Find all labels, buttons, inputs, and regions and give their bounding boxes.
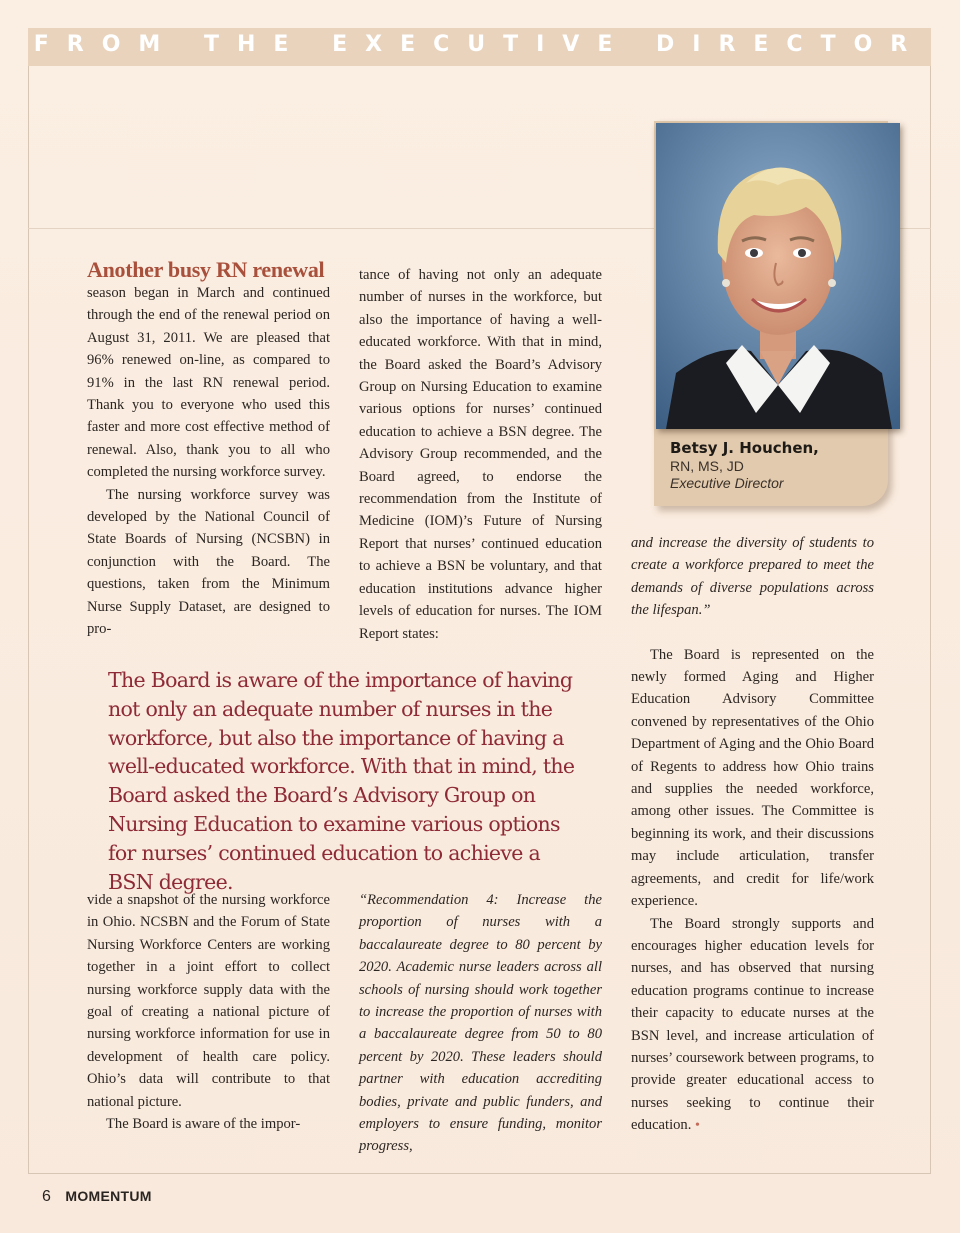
column-2-bottom bbox=[359, 889, 602, 1158]
photo-caption bbox=[670, 440, 880, 493]
paragraph: The nursing workforce survey was developed by the National Council of State Boards of Nursing (NCSBN) in conjunction with the Board. The questions, taken from the Minimum Nurse Supply Dataset, are designed to pro- bbox=[87, 486, 330, 638]
caption-credentials: RN, MS, JD bbox=[670, 457, 744, 474]
paragraph: The Board is aware of the impor- bbox=[106, 1116, 301, 1133]
page-footer bbox=[42, 1188, 152, 1206]
column-1-top bbox=[87, 258, 330, 641]
portrait-photo bbox=[656, 123, 900, 429]
section-title: FROM THE EXECUTIVE DIRECTOR bbox=[33, 32, 926, 57]
column-1-bottom bbox=[87, 889, 330, 1135]
paragraph: vide a snapshot of the nursing workforce in Ohio. NCSBN and the Forum of State Nursing Workforce Centers are working together in a joint effort to collect nursing workforce supply data with the goal of creating a national picture of nursing workforce information for use in development of health care policy. Ohio’s data will contribute to that national picture. bbox=[87, 892, 330, 1110]
page-number: 6 bbox=[42, 1188, 51, 1205]
lead-heading: Another busy RN renewal bbox=[87, 257, 325, 282]
paragraph-text: The Board strongly supports and encourages higher education levels for nurses, and has observed that nursing education programs continue to increase their capacity to educate nurses at the BSN level, and increase articulation of nurses’ coursework between programs, to provide greater educational access to nurses seeking to continue their education. bbox=[631, 915, 874, 1134]
column-2-top bbox=[359, 264, 602, 645]
paragraph: tance of having not only an adequate number of nurses in the workforce, but also the importance of having a well-educated workforce. With that in mind, the Board asked the Board’s Advisory Group on Nursing Education to examine various options for nurses’ continued education to achieve a BSN degree. The Advisory Group recommended, and the Board agreed, to endorse the recommendation from the Institute of Medicine (IOM)’s Future of Nursing Report that nurses’ continued education to achieve a BSN be voluntary, and that education institutions advance higher levels of education for nurses. The IOM Report states: bbox=[359, 267, 602, 642]
paragraph: The Board is represented on the newly formed Aging and Higher Education Advisory Committee convened by representatives of the Ohio Department of Aging and the Ohio Board of Regents to address how Ohio trains and supplies the needed workforce, among other issues. The Committee is beginning its work, and their discussions may include articulation, transfer agreements, and credit for life/work experience. bbox=[631, 646, 874, 910]
iom-quote-continued: and increase the diversity of students to create a workforce prepared to meet the demands of diverse populations across the lifespan.” bbox=[631, 535, 874, 619]
iom-quote: “Recommendation 4: Increase the proportion of nurses with a baccalaureate degree to 80 percent by 2020. Academic nurse leaders across all schools of nursing should work together to increase the proportion of nurses with a baccalaureate degree from 50 to 80 percent by 2020. These leaders should partner with education accrediting bodies, private and public funders, and employers to ensure funding, monitor progress, bbox=[359, 892, 602, 1155]
column-3 bbox=[631, 532, 874, 1138]
publication-name: MOMENTUM bbox=[65, 1188, 152, 1204]
pull-quote bbox=[108, 666, 578, 896]
caption-title: Executive Director bbox=[670, 475, 784, 491]
end-mark: • bbox=[695, 1118, 700, 1134]
caption-name: Betsy J. Houchen, bbox=[670, 439, 819, 457]
paragraph bbox=[631, 913, 874, 1138]
paragraph: season began in March and continued through the end of the renewal period on August 31, 2011. We are pleased that 96% renewed on-line, as compared to 91% in the last RN renewal period. Thank you to everyone who used this faster and more cost effective method of renewal. Also, thank you to all who completed the nursing workforce survey. bbox=[87, 285, 330, 481]
pull-quote-text: The Board is aware of the importance of having not only an adequate number of nurses in the workforce, but also the importance of having a well-educated workforce. With that in mind, the Board asked the Board’s Advisory Group on Nursing Education to examine various options for nurses’ continued education to achieve a BSN degree. bbox=[108, 668, 575, 894]
